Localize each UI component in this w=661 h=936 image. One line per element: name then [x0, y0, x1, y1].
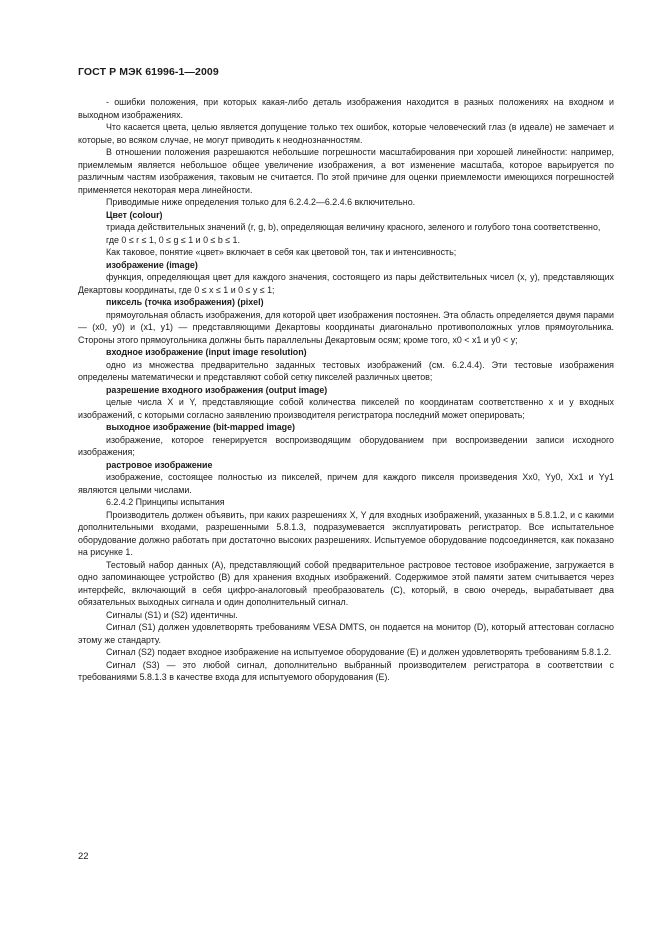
body-paragraph: Сигнал (S1) должен удовлетворять требованиям VESA DMTS, он подается на монитор (D), который аттестован согласно этому же стандарту. — [78, 622, 614, 645]
body-paragraph: триада действительных значений (r, g, b), определяющая величину красного, зеленого и голубого тона соответственно, — [106, 222, 601, 232]
document-header: ГОСТ Р МЭК 61996-1—2009 — [78, 66, 219, 78]
term-heading: Цвет (colour) — [106, 209, 163, 220]
body-paragraph: Сигнал (S3) — это любой сигнал, дополнительно выбранный производителем регистратора в соответствии с требованиями 5.8.1.3 в качестве входа для испытуемого оборудования (E). — [78, 659, 614, 682]
body-paragraph: Тестовый набор данных (A), представляющий собой предварительное растровое тестовое изображение, загружается в одно запоминающее устройство (B) для хранения входных изображений. Содержимое этой памяти затем считывается через интерфейс, включающий в себя цифро-аналоговый преобразователь (C), который, в свою очередь, вырабатывает два обязательных выходных сигнала и один дополнительный сигнал. — [78, 559, 614, 607]
body-paragraph: Сигналы (S1) и (S2) идентичны. — [106, 609, 238, 620]
body-paragraph: изображение, состоящее полностью из пикселей, причем для каждого пикселя произведения Xx0, Yy0, Xx1 и Yy1 являются целыми числами. — [78, 472, 614, 495]
body-paragraph: одно из множества предварительно заданных тестовых изображений (см. 6.2.4.4). Эти тестовые изображения определены математически и представляют собой сетку пикселей различных цветов; — [78, 359, 614, 382]
body-paragraph: целые числа X и Y, представляющие собой количества пикселей по координатам соответственно x и y входных изображений, с которыми согласно заявлению производителя регистратора последний может оперировать; — [78, 397, 614, 420]
term-heading: пиксель (точка изображения) (pixel) — [106, 297, 264, 307]
body-paragraph: Что касается цвета, целью является допущение только тех ошибок, которые человеческий глаз (в идеале) не замечает и которые, во всяком случае, не могут приводить к неоднозначностям. — [78, 122, 614, 145]
body-paragraph: Как таковое, понятие «цвет» включает в себя как цветовой тон, так и интенсивность; — [106, 247, 457, 257]
body-paragraph: - ошибки положения, при которых какая-либо деталь изображения находится в разных положениях на входном и выходном изображениях. — [78, 97, 614, 120]
term-heading: разрешение входного изображения (output image) — [106, 384, 328, 395]
body-paragraph: В отношении положения разрешаются небольшие погрешности масштабирования при хорошей линейности: например, приемлемым является небольшое общее увеличение изображения, а вот изменение масштаба, которое варьируется по различным частям изображения, таковым не считается. По этой причине для оценки приемлемости имеющихся погрешностей применяется некоторая мера линейности. — [78, 147, 614, 195]
page-number: 22 — [78, 851, 89, 862]
body-paragraph: 6.2.4.2 Принципы испытания — [106, 497, 225, 507]
term-heading: входное изображение (input image resolution) — [106, 347, 307, 357]
body-paragraph: где 0 ≤ r ≤ 1, 0 ≤ g ≤ 1 и 0 ≤ b ≤ 1. — [106, 234, 240, 245]
body-paragraph: Сигнал (S2) подает входное изображение на испытуемое оборудование (E) и должен удовлетворять требованиям 5.8.1.2. — [106, 647, 612, 657]
term-heading: изображение (image) — [106, 259, 198, 270]
term-heading: растровое изображение — [106, 459, 213, 470]
term-heading: выходное изображение (bit-mapped image) — [106, 422, 295, 432]
body-paragraph: Производитель должен объявить, при каких разрешениях X, Y для входных изображений, указанных в 5.8.1.2, и с какими дополнительными входами, разрешенными 5.8.1.3, подразумевается эксплуатировать регистратор. Все испытательное оборудование должно работать при достаточно высоких разрешениях. Испытуемое оборудование подсоединяется, как показано на рисунке 1. — [78, 509, 614, 557]
document-body — [78, 96, 614, 684]
body-paragraph: Приводимые ниже определения только для 6.2.4.2—6.2.4.6 включительно. — [106, 197, 416, 207]
body-paragraph: прямоугольная область изображения, для которой цвет изображения постоянен. Эта область определяется двумя парами — (x0, y0) и (x1, y1) — представляющими Декартовы координаты диагонально противоположных углов прямоугольника. Стороны этого прямоугольника должны быть параллельны Декартовым осям; кроме того, x0 < x1 и y0 < y; — [78, 309, 614, 345]
body-paragraph: изображение, которое генерируется воспроизводящим оборудованием при воспроизведении записи исходного изображения; — [78, 434, 614, 457]
body-paragraph: функция, определяющая цвет для каждого значения, состоящего из пары действительных чисел (x, y), представляющих Декартовы координаты, где 0 ≤ x ≤ 1 и 0 ≤ y ≤ 1; — [78, 272, 614, 295]
